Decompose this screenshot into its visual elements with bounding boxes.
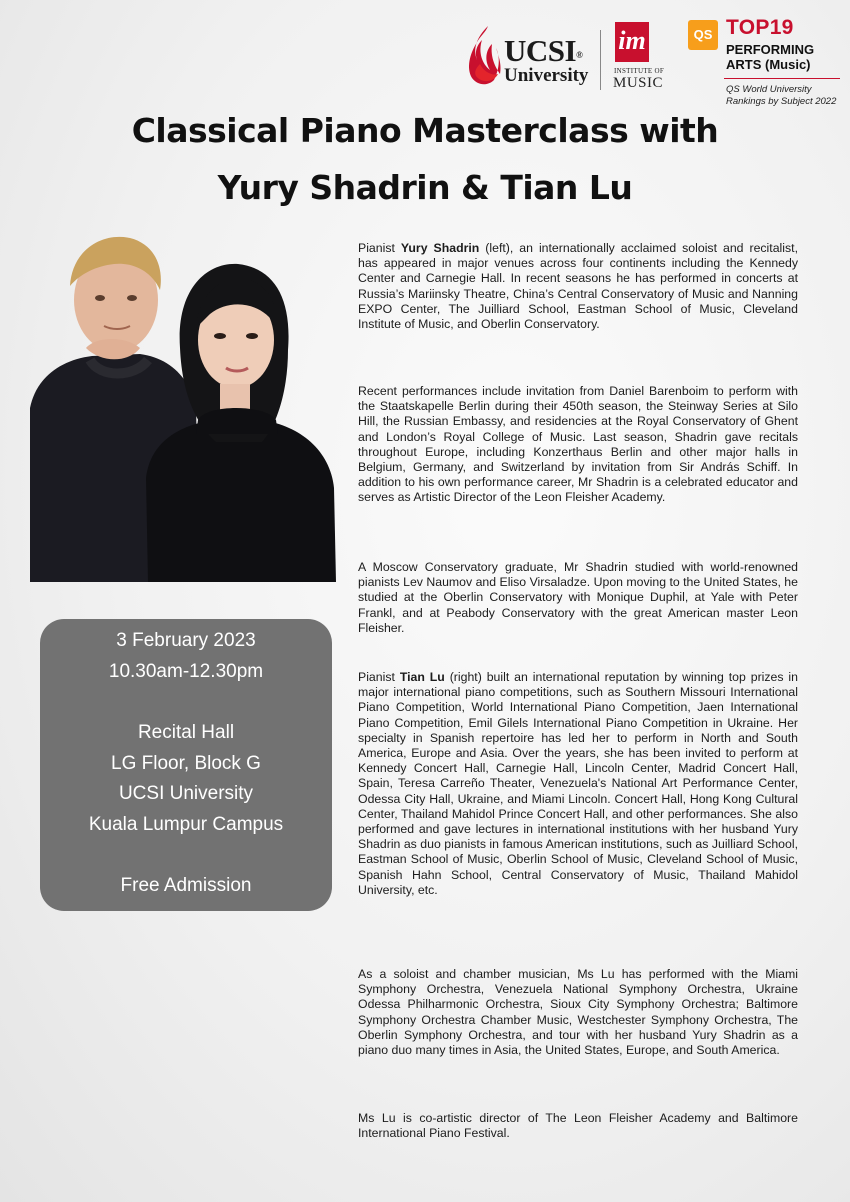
- institute-label: INSTITUTE OF: [614, 67, 665, 75]
- ucsi-university-logo: [466, 22, 596, 94]
- page-title-line1: Classical Piano Masterclass with: [131, 111, 719, 150]
- bio-lu-academy: Ms Lu is co-artistic director of The Leon Fleisher Academy and Baltimore International Piano Festival.: [358, 1111, 798, 1141]
- qs-divider: [724, 78, 840, 79]
- ucsi-subtitle: University: [504, 65, 589, 86]
- institute-name: MUSIC: [613, 75, 664, 91]
- venue-floor: LG Floor, Block G: [111, 753, 261, 774]
- bio-lu-intro: [358, 670, 798, 898]
- event-info-box: [40, 619, 332, 911]
- qs-subject-line2: ARTS (Music): [726, 57, 811, 72]
- bio-shadrin-intro: [358, 241, 798, 332]
- bio-p1-text: (left), an internationally acclaimed soloist and recitalist, has appeared in major venues across four continents including the Kennedy Center and Carnegie Hall. In recent seasons he has performed in concerts at Russia’s Mariinsky Theatre, China’s Central Conservatory of Music and Nanning EXPO Center, The Juilliard School, Eastman School of Music, Cleveland Institute of Music, and Oberlin Conservatory.: [358, 241, 798, 332]
- qs-source-line2: Rankings by Subject 2022: [726, 96, 837, 107]
- bio-p4-text: (right) built an international reputation by winning top prizes in major international piano competitions, such as Southern Missouri International Piano Competition, World International Piano Competition, Jaen International Piano Competition, Emil Gilels International Piano Competition in Ukraine. Her specialty in Spanish repertoire has led her to perform in North and South America, Europe and Asia. Over the years, she has been invited to perform at Kennedy Concert Hall, Carnegie Hall, Lincoln Center, Madrid Concert Hall, Spain, Teresa Carreño Theater, Venezuela's National Art Performance Center, Odessa City Hall, Ukraine, and Miami Lincoln. Concert Hall, Hong Kong Cultural Center, Thailand Mahidol Prince Concert Hall, and other performances. She also performed and gave lectures in international institutions with her husband Yury Shadrin as duo pianists in famous American institutions, such as Juilliard School, Eastman School of Music, Oberlin School of Music, Cleveland School of Music, Spanish Hahn School, Central Conservatory of Music, Thailand Mahidol University, etc.: [358, 670, 798, 897]
- page-title-line2: Yury Shadrin & Tian Lu: [217, 168, 633, 207]
- pianists-photo: [30, 228, 340, 582]
- qs-logo: QS: [688, 20, 718, 50]
- ucsi-registered-mark: ®: [576, 50, 583, 60]
- venue-hall: Recital Hall: [137, 722, 235, 743]
- flame-icon: [466, 24, 502, 88]
- institute-of-music-logo: [609, 22, 675, 94]
- venue-university: UCSI University: [118, 783, 254, 804]
- bio-p1-lead: Pianist: [358, 241, 401, 255]
- venue-campus: Kuala Lumpur Campus: [88, 814, 284, 835]
- qs-source-line1: QS World University: [726, 84, 812, 95]
- bio-lu-orchestras: As a soloist and chamber musician, Ms Lu has performed with the Miami Symphony Orchestra, Venezuela National Symphony Orchestra, Ukraine Odessa Philharmonic Orchestra, Sioux City Symphony Orchestra; Baltimore Symphony Orchestra Chamber Music, Westchester Symphony Orchestra, The Oberlin Symphony Orchestra, and tour with her husband Yury Shadrin as a piano duo many times in Asia, the United States, Europe, and South America.: [358, 967, 798, 1058]
- logo-divider: [600, 30, 601, 90]
- bio-shadrin-performances: Recent performances include invitation from Daniel Barenboim to perform with the Staatskapelle Berlin during their 450th season, the Steinway Series at Silo Hill, the Russian Embassy, and residencies at the Royal Conservatory of Ghent and London’s Royal College of Music. Last season, Shadrin gave recitals throughout Europe, including Konzerthaus Berlin and other major halls in Belgium, Germany, and Switzerland by invitation from Sir András Schiff. In addition to his own performance career, Mr Shadrin is a celebrated educator and serves as Artistic Director of the Leon Fleisher Academy.: [358, 384, 798, 505]
- bio-p4-lead: Pianist: [358, 670, 400, 684]
- qs-subject-line1: PERFORMING: [726, 42, 815, 57]
- event-date: 3 February 2023: [116, 630, 256, 651]
- admission-note: Free Admission: [120, 875, 252, 896]
- bio-p4-name: Tian Lu: [399, 670, 445, 684]
- event-time: 10.30am-12.30pm: [108, 661, 264, 682]
- qs-ranking-badge: [688, 14, 843, 114]
- im-badge: im: [615, 22, 649, 62]
- bio-p1-name: Yury Shadrin: [400, 241, 480, 255]
- qs-rank: TOP19: [726, 16, 794, 39]
- ucsi-name: UCSI: [504, 33, 577, 68]
- bio-shadrin-education: A Moscow Conservatory graduate, Mr Shadrin studied with world-renowned pianists Lev Naumov and Eliso Virsaladze. Upon moving to the United States, he studied at the Oberlin Conservatory with Monique Duphil, at Yale with Peter Frankl, and at Peabody Conservatory with the great American master Leon Fleisher.: [358, 560, 798, 635]
